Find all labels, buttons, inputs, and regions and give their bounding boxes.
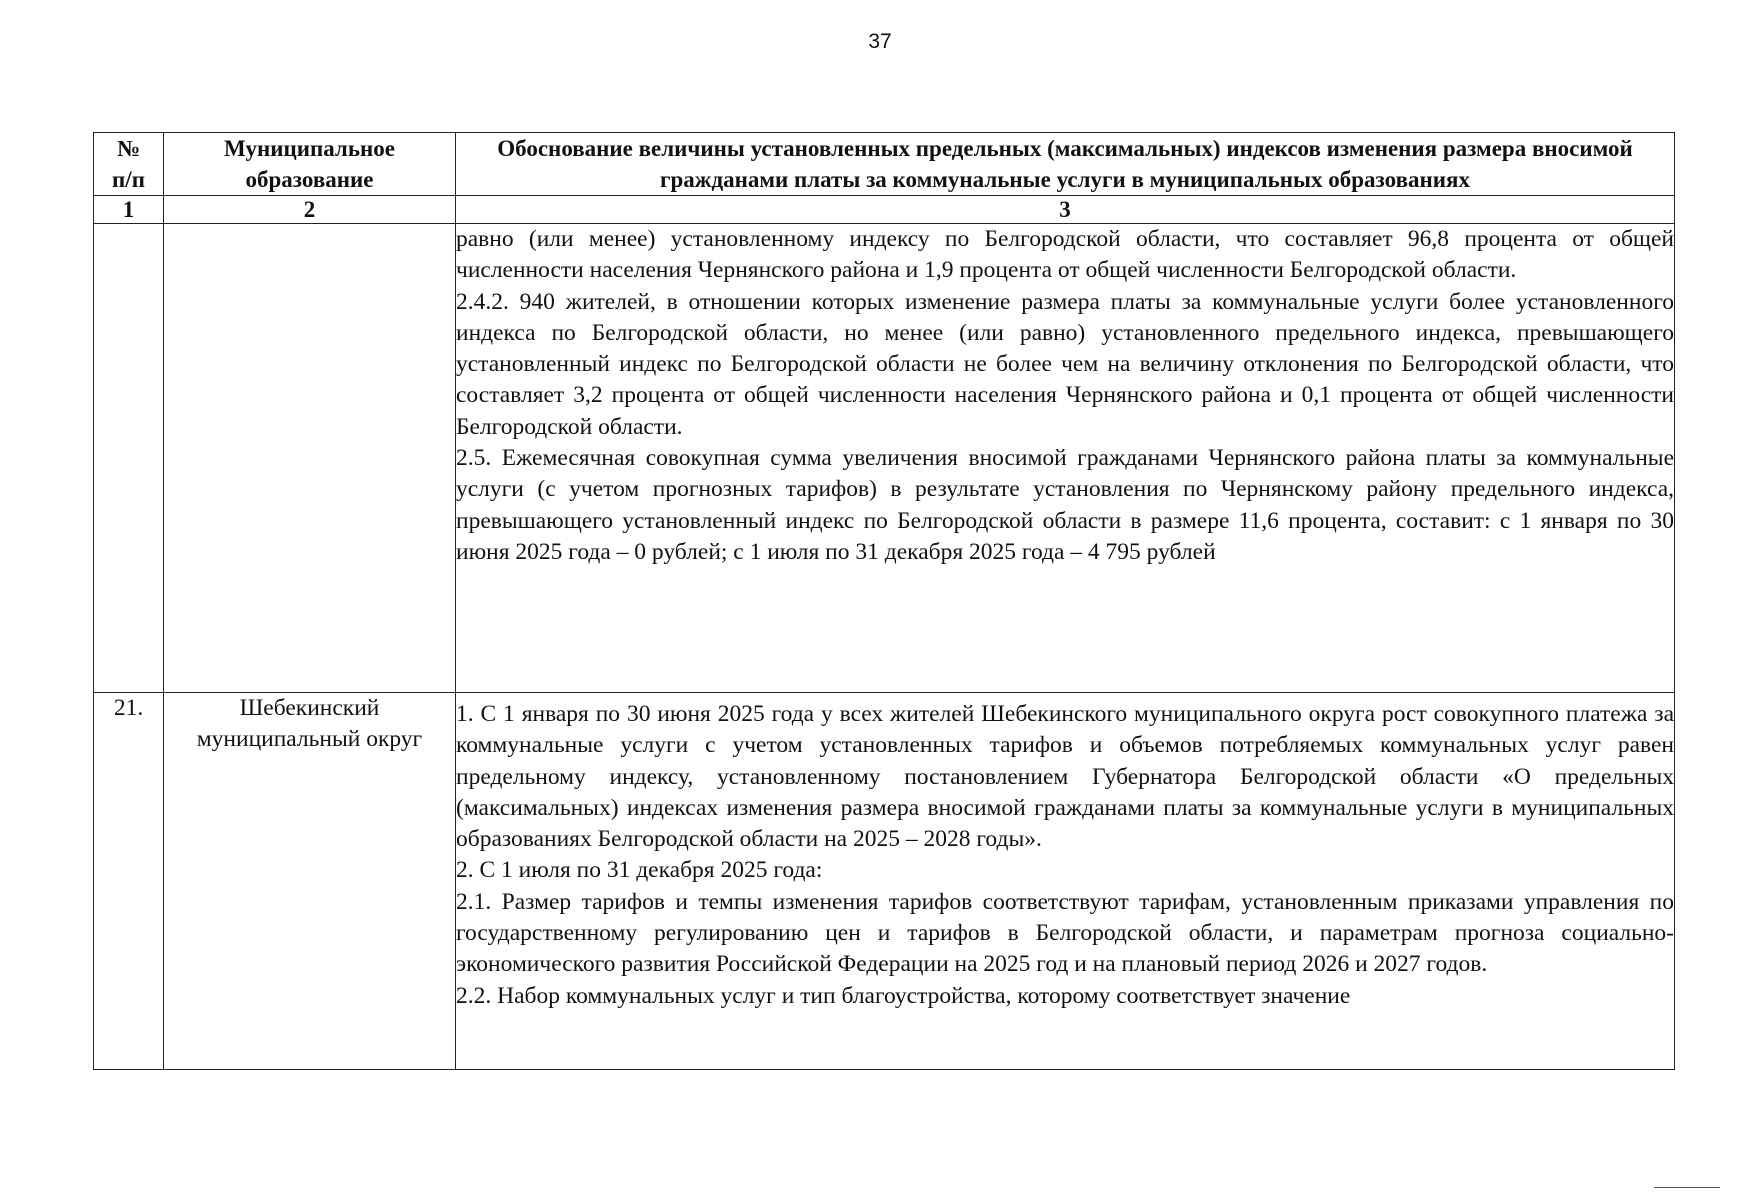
row-index: 21. — [94, 693, 164, 1070]
paragraph: 2.5. Ежемесячная совокупная сумма увеличения вносимой гражданами Чернянского района платы за коммунальные услуги (с учетом прогнозных тарифов) в результате установления по Чернянскому району предельного индекса, превышающего установленный индекс по Белгородской области в размере 11,6 процента, составит: с 1 января по 30 июня 2025 года – 0 рублей; с 1 июля по 31 декабря 2025 года – 4 795 рублей — [456, 445, 1674, 565]
row-municipality: Шебекинский муниципальный округ — [164, 693, 456, 1070]
paragraph: 2.2. Набор коммунальных услуг и тип благоустройства, которому соответствует значение — [456, 982, 1351, 1009]
column-number-2: 2 — [164, 196, 456, 224]
table-row — [94, 224, 1675, 693]
row-index — [94, 224, 164, 693]
header-municipality — [164, 133, 456, 196]
column-number-1: 1 — [94, 196, 164, 224]
table-row — [94, 693, 1675, 1070]
row-justification — [456, 224, 1675, 693]
header-num — [94, 133, 164, 196]
column-number-3: 3 — [456, 196, 1675, 224]
header-num-line2: п/п — [112, 167, 145, 192]
paragraph: 2. С 1 июля по 31 декабря 2025 года: — [456, 857, 823, 884]
row-justification — [456, 693, 1675, 1070]
scan-edge-line — [1654, 1187, 1720, 1188]
tariff-index-table — [93, 132, 1675, 1070]
header-municipality-line2: образование — [245, 167, 374, 192]
header-row — [94, 133, 1675, 196]
row-municipality — [164, 224, 456, 693]
paragraph: 1. С 1 января по 30 июня 2025 года у всех жителей Шебекинского муниципального округа рост совокупного платежа за коммунальные услуги с учетом установленных тарифов и объемов потребляемых коммунальных услуг равен предельному индексу, установленному постановлением Губернатора Белгородской области «О предельных (максимальных) индексах изменения размера вносимой гражданами платы за коммунальные услуги в муниципальных образованиях Белгородской области на 2025 – 2028 годы». — [456, 701, 1674, 853]
header-justification: Обоснование величины установленных предельных (максимальных) индексов изменения размера вносимой гражданами платы за коммунальные услуги в муниципальных образованиях — [456, 133, 1675, 196]
table-header — [94, 133, 1675, 224]
page-number: 37 — [868, 30, 892, 53]
paragraph: 2.1. Размер тарифов и темпы изменения тарифов соответствуют тарифам, установленным приказами управления по государственному регулированию цен и тарифов в Белгородской области, и параметрам прогноза социально-экономического развития Российской Федерации на 2025 год и на плановый период 2026 и 2027 годов. — [456, 888, 1674, 978]
column-number-row — [94, 196, 1675, 224]
paragraph: 2.4.2. 940 жителей, в отношении которых изменение размера платы за коммунальные услуги более установленного индекса по Белгородской области, но менее (или равно) установленного предельного индекса, превышающего установленный индекс по Белгородской области не более чем на величину отклонения по Белгородской области, что составляет 3,2 процента от общей численности населения Чернянского района и 0,1 процента от общей численности Белгородской области. — [456, 288, 1674, 440]
header-municipality-line1: Муниципальное — [224, 136, 395, 161]
header-num-line1: № — [116, 136, 141, 161]
paragraph: равно (или менее) установленному индексу по Белгородской области, что составляет 96,8 процента от общей численности населения Чернянского района и 1,9 процента от общей численности Белгородской области. — [456, 226, 1674, 284]
